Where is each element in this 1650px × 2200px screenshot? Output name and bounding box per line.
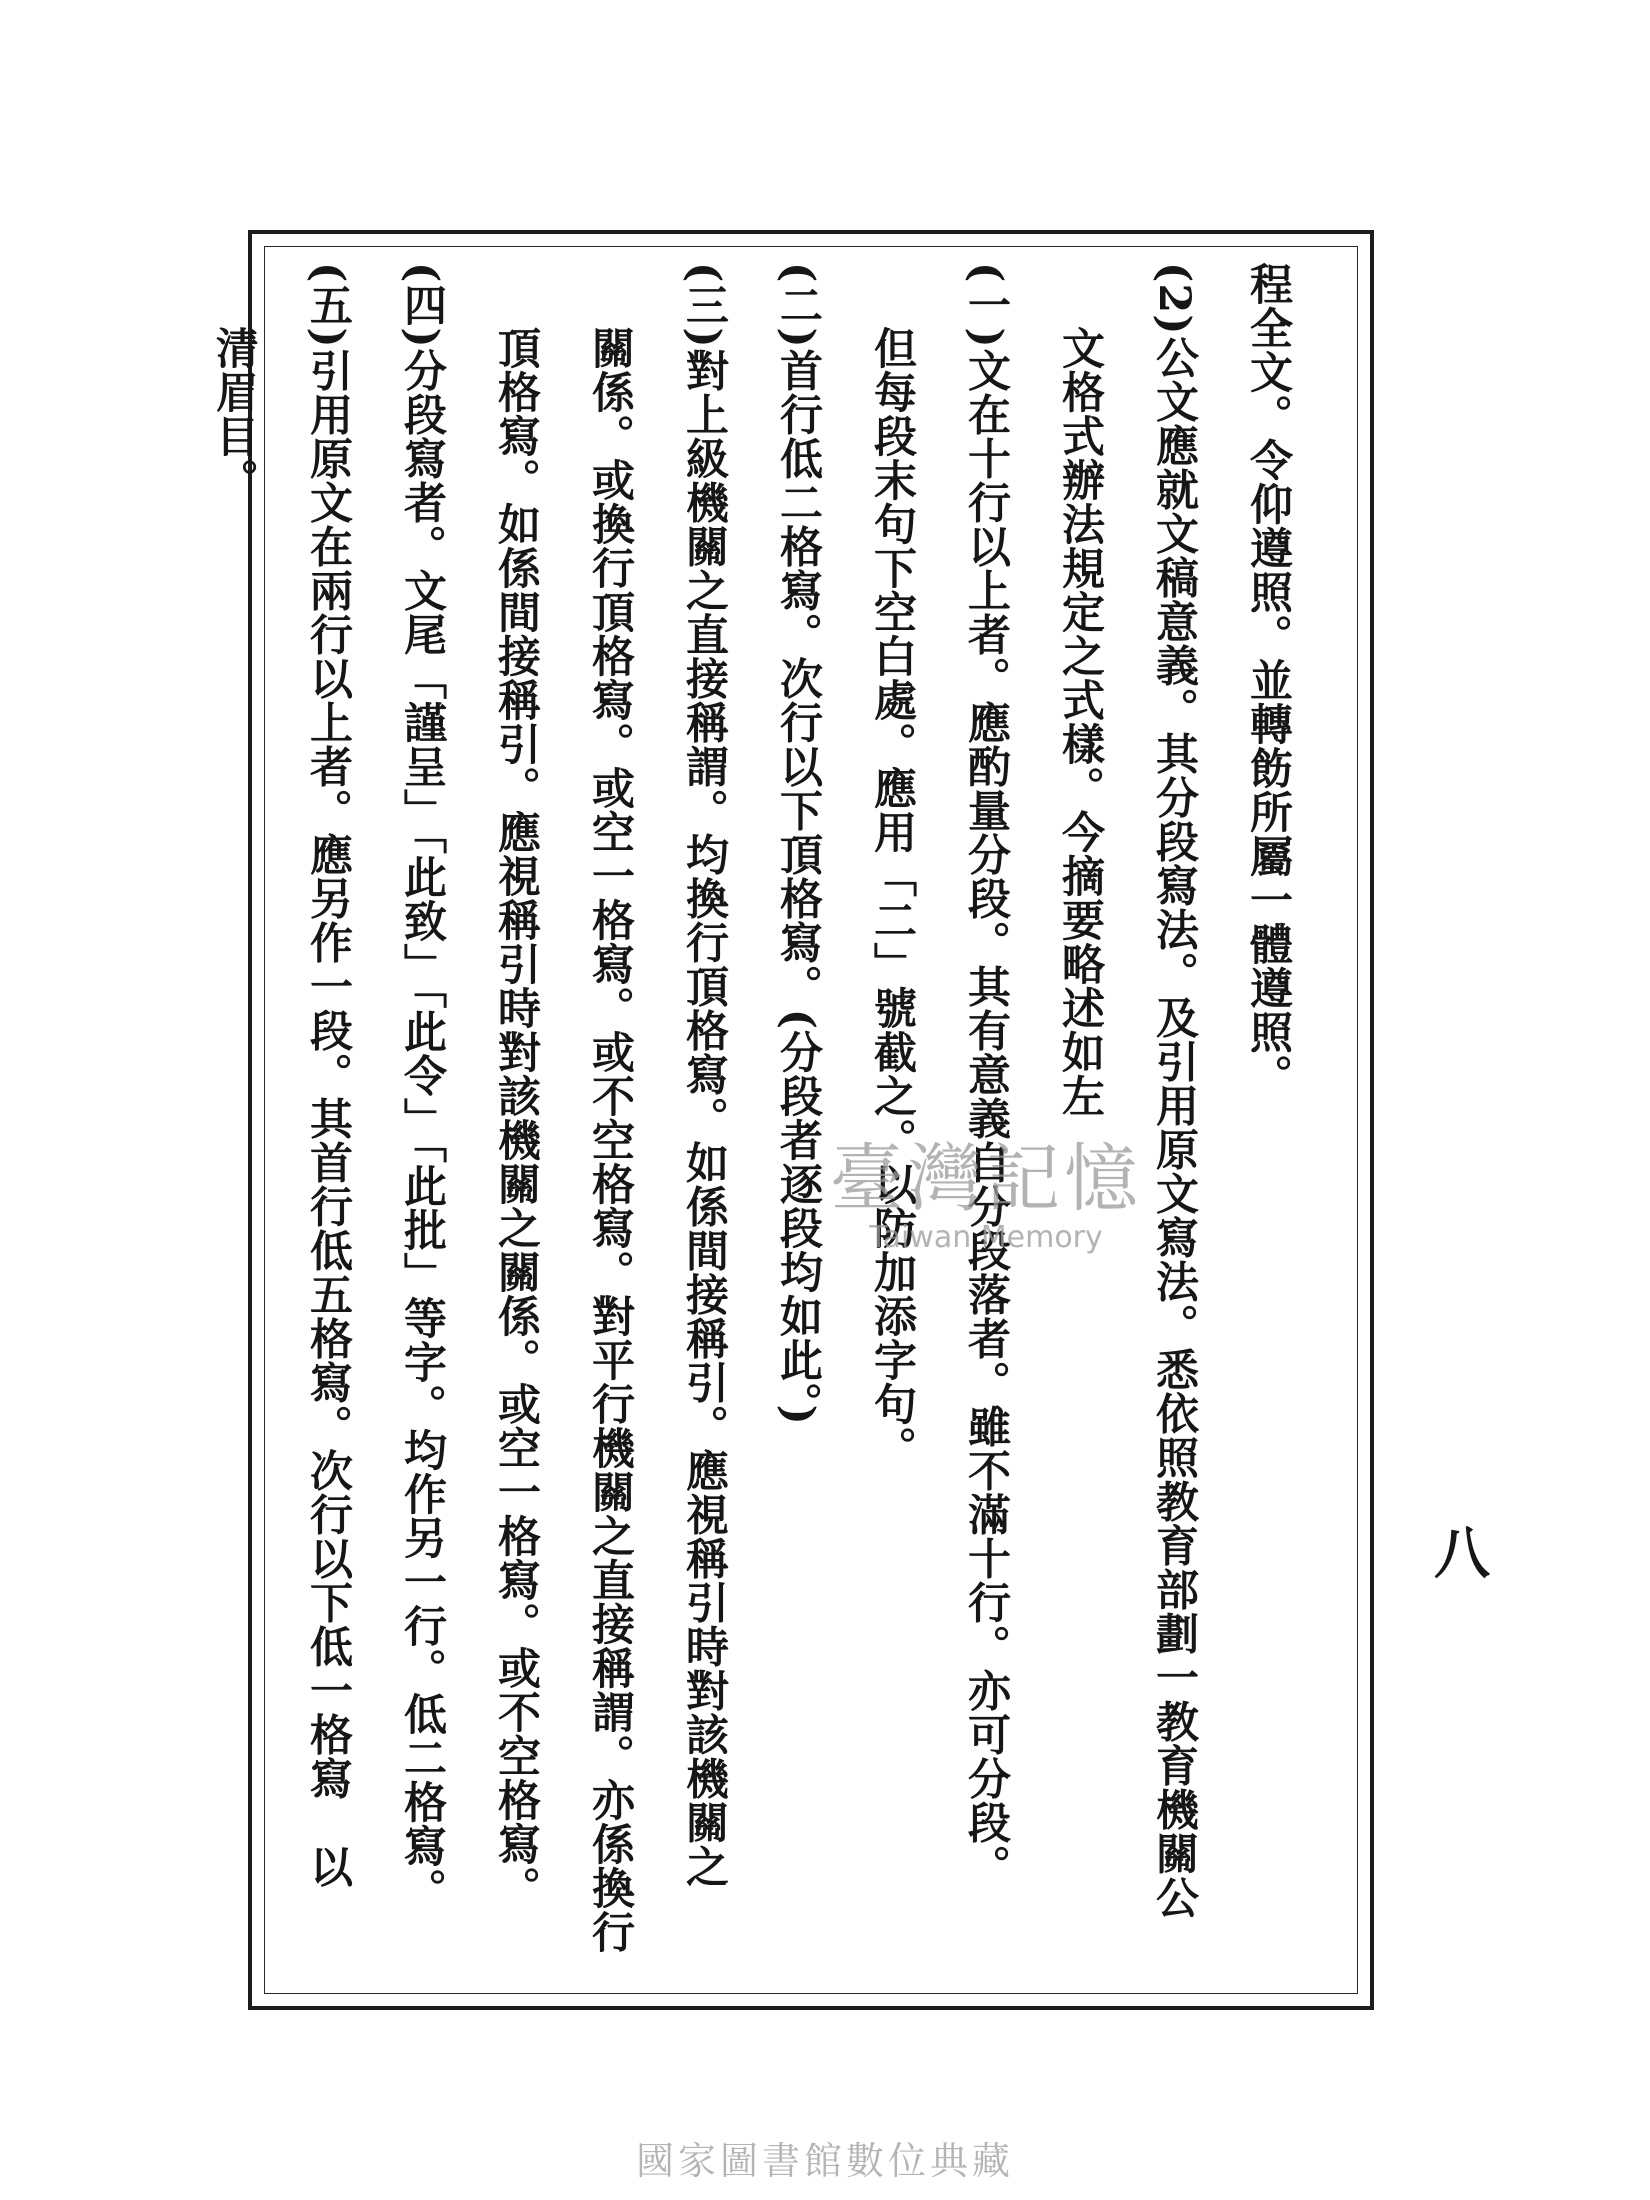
text-column-8: 關係。或換行頂格寫。或空一格寫。或不空格寫。對平行機關之直接稱謂。亦係換行 [585,326,635,1954]
text-column-4: (一)文在十行以上者。應酌量分段。其有意義自分段落者。雖不滿十行。亦可分段。 [961,262,1011,1889]
text-column-7: (三)對上級機關之直接稱謂。均換行頂格寫。如係間接稱引。應視稱引時對該機關之 [679,262,729,1889]
footer-credit: 國家圖書館數位典藏 [635,2139,1014,2183]
text-column-12: 清眉目。 [209,326,259,502]
text-column-11: (五)引用原文在兩行以上者。應另作一段。其首行低五格寫。次行以下低一格寫 以 [303,262,353,1889]
text-column-6: (二)首行低二格寫。次行以下頂格寫。(分段者逐段均如此。) [773,262,823,1426]
text-column-9: 頂格寫。如係間接稱引。應視稱引時對該機關之關係。或空一格寫。或不空格寫。 [491,326,541,1910]
text-column-1: 程全文。令仰遵照。並轉飭所屬一體遵照。 [1243,262,1293,1098]
text-column-5: 但每段末句下空白處。應用「二」號截之。以防加添字句。 [867,326,917,1470]
vertical-text-block [209,262,1300,1992]
text-column-3: 文格式辦法規定之式樣。今摘要略述如左 [1055,326,1105,1118]
page-number: 八 [1434,1521,1490,1587]
text-column-10: (四)分段寫者。文尾「謹呈」「此致」「此令」「此批」等字。均作另一行。低二格寫。 [397,262,447,1913]
watermark [830,1120,1142,1255]
watermark-english: Taiwan Memory [869,1220,1103,1255]
text-column-2: (2)公文應就文稿意義。其分段寫法。及引用原文寫法。悉依照教育部劃一教育機關公 [1149,262,1199,1920]
watermark-chinese: 臺灣記憶 [830,1136,1142,1222]
